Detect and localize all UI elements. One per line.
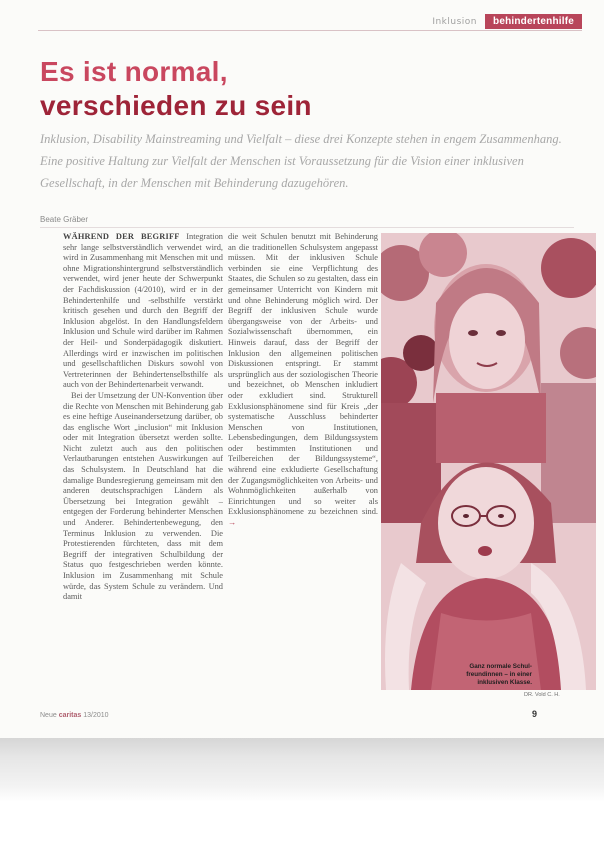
header-rule [38, 30, 582, 31]
headline-line1: Es ist normal, [40, 56, 228, 87]
page-scan-shadow [0, 738, 604, 802]
footer-magazine-name: caritas [58, 712, 82, 719]
column1-lead-in: WÄHREND DER BEGRIFF [63, 232, 180, 241]
category-tag: behindertenhilfe [485, 14, 582, 29]
article-photo [381, 233, 596, 690]
footer-prefix: Neue [40, 712, 57, 719]
lead-paragraph: Inklusion, Disability Mainstreaming und Vielfalt – diese drei Konzepte stehen in engem Zusammenhang. Eine positive Haltung zur Vielfalt der Menschen ist Voraussetzung für die Vision einer inklusiven Gesellschaft, in der Menschen mit Behinderung dazugehören. [40, 132, 562, 190]
caption-line-3: inklusiven Klasse. [477, 679, 532, 687]
page-number: 9 [532, 709, 538, 719]
caption-line-1: Ganz normale Schul- [469, 663, 532, 670]
caption-line-2: freundinnen – in einer [466, 671, 532, 679]
continue-arrow-icon: → [228, 518, 237, 528]
children-photo-illustration [381, 233, 596, 690]
column1-paragraph-1 [63, 232, 223, 391]
article-column-1 [63, 232, 223, 694]
author-byline: Beate Gräber [40, 215, 89, 224]
header-tags [432, 14, 582, 29]
photo-credit: DR. Vold C. H. [524, 692, 560, 698]
column2-paragraph-1-text: die weit Schulen benutzt mit Behinderung an die traditionellen Schulsystem angepasst müssen. Mit der inklusiven Schule verbinden sie eine Verpflichtung des Staates, die Schulen so zu gestalten, dass ein gemeinsamer Unterricht von Kindern mit und ohne Behinderung möglich wird. Der Begriff der inklusiven Schule wurde übergangsweise von der Arbeits- und Sozialwissenschaft übernommen, ein Hinweis darauf, dass der Begriff der Inklusion den allgemeinen politischen Diskussionen entspringt. Er stammt ursprünglich aus der soziologischen Theorie und bezeichnet, ob Menschen inkludiert oder exkludiert sind. Strukturell Exklusionsphänomene sind für Kreis „der systematische Ausschluss behinderter Menschen von Institutionen, Lebensbedingungen, dem Bildungssystem oder bestimmten Institutionen und Teilbereichen der Bildungssysteme“, während eine exkludierte Gesellschaftung der Zugangsmöglichkeiten von Arbeits- und Wohnmöglichkeiten außerhalb von Einrichtungen und so weiter als Exklusionsphänomene zu bezeichnen sind. [228, 232, 378, 517]
column1-paragraph-1-text: Integration sehr lange selbstverständlich verwendet wird, wird in Zusammenhang mit Menschen mit und ohne Migrationshintergrund selbstverständlich verwendet, wird jener heute der Schwerpunkt der Fachdiskussion (4/2010), wird er in der Behindertenhilfe und -selbsthilfe verstärkt kritisch gesehen und durch den Begriff der Inklusion abgelöst. In den Handlungsfeldern Inklusion und Schule wird darüber im Rahmen der Heil- und Sonderpädagogik diskutiert. Allerdings wird er inzwischen im politischen und gesellschaftlichen Diskurs sowohl von Vertreterinnen der Behindertenselbsthilfe als auch von der Behindertenarbeit verwandt. [63, 232, 223, 390]
column2-paragraph-1 [228, 232, 378, 529]
footer-issue: 13/2010 [83, 712, 109, 719]
article-column-2 [228, 232, 378, 570]
footer-publication [40, 712, 109, 719]
section-tag: Inklusion [432, 16, 478, 27]
headline-line2: verschieden zu sein [40, 90, 312, 121]
photo-caption [440, 663, 532, 688]
column1-paragraph-2: Bei der Umsetzung der UN-Konvention über die Rechte von Menschen mit Behinderung gab es eine heftige Auseinandersetzung darüber, ob das englische Wort „inclusion“ mit Inklusion oder mit Integration übersetzt werden sollte. Nicht zuletzt auch aus den politischen Verlautbarungen entstehen Auswirkungen auf das Schulsystem. In Deutschland hat die damalige Bundesregierung gemeinsam mit den anderen deutschsprachigen Ländern als Übersetzung bei Integration gewählt – entgegen der Forderung behinderter Menschen und Anderer. Behindertenbewegung, den Terminus Inklusion zu verwenden. Die Protestierenden fürchteten, dass mit dem Begriff der integrativen Schulbildung der Status quo festgeschrieben werden könnte. Inklusion im Zusammenhang mit Schule würde, das System Schule zu verändern. Und damit [63, 390, 223, 602]
byline-rule [40, 227, 574, 228]
